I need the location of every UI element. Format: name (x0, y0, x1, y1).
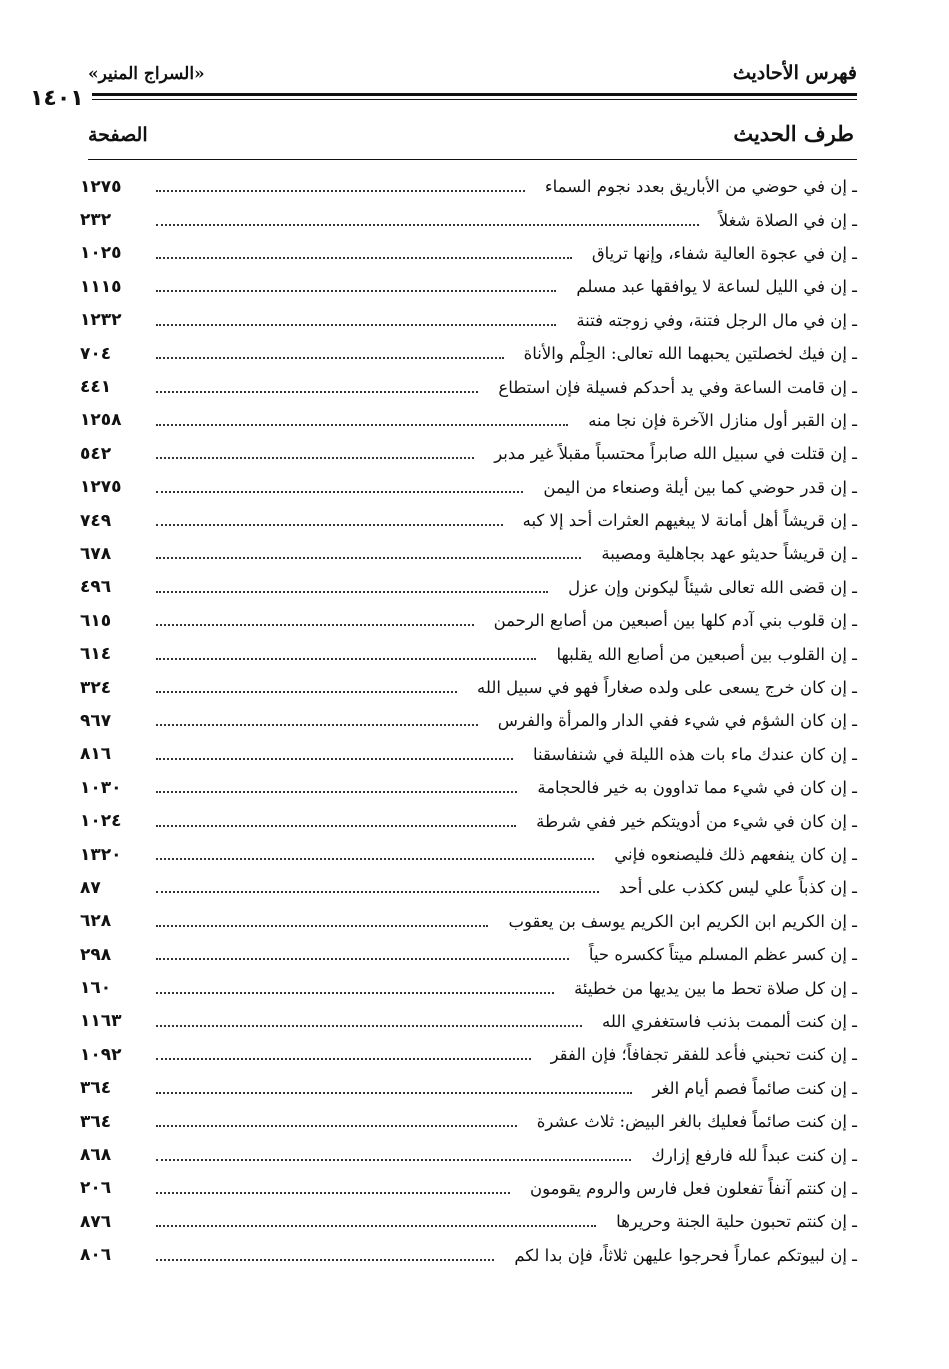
page-reference: ٢٣٢ (80, 210, 112, 231)
page-reference: ٦٧٨ (80, 543, 112, 564)
hadith-incipit: ـ إن القبر أول منازل الآخرة فإن نجا منه (588, 410, 857, 430)
dot-leader (156, 356, 504, 359)
index-entry (80, 771, 857, 804)
index-entry (80, 971, 857, 1004)
hadith-incipit: ـ إن كنت تحبني فأعد للفقر تجفافاً؛ فإن الفقر (550, 1045, 857, 1065)
hadith-incipit: ـ إن كنت صائماً فصم أيام الغر (652, 1078, 857, 1098)
dot-leader (156, 289, 556, 292)
index-entry (80, 905, 857, 938)
section-title: فهرس الأحاديث (732, 62, 857, 84)
dot-leader (156, 690, 457, 693)
index-entry (80, 1138, 857, 1171)
index-entry (80, 437, 857, 470)
hadith-incipit: ـ إن كان الشؤم في شيء ففي الدار والمرأة والفرس (497, 711, 857, 731)
index-entry (80, 1105, 857, 1138)
page-reference: ٨٠٦ (80, 1245, 112, 1266)
hadith-incipit: ـ إن كل صلاة تحط ما بين يديها من خطيئة (574, 978, 857, 998)
page-reference: ٧٤٩ (80, 510, 112, 531)
page-number: ١٤٠١ (30, 86, 88, 111)
dot-leader (156, 490, 523, 493)
index-entry (80, 838, 857, 871)
index-entry (80, 1205, 857, 1238)
index-entry (80, 738, 857, 771)
hadith-incipit: ـ إن الكريم ابن الكريم ابن الكريم يوسف بن يعقوب (508, 911, 857, 931)
dot-leader (156, 857, 594, 860)
index-entry (80, 804, 857, 837)
page-reference: ٨٦٨ (80, 1145, 112, 1166)
hadith-incipit: ـ إن في الليل لساعة لا يوافقها عبد مسلم (576, 277, 857, 297)
dot-leader (156, 423, 568, 426)
column-heading-rule (88, 159, 857, 160)
dot-leader (156, 657, 536, 660)
page-reference: ٣٢٤ (80, 677, 112, 698)
book-title: «السراج المنير» (88, 64, 205, 84)
dot-leader (156, 223, 699, 226)
dot-leader (156, 189, 525, 192)
dot-leader (156, 323, 556, 326)
dot-leader (156, 1091, 632, 1094)
page-reference: ٢٩٨ (80, 944, 112, 965)
index-entry (80, 1005, 857, 1038)
hadith-incipit: ـ إن كذباً علي ليس ككذب على أحد (618, 878, 857, 898)
dot-leader (156, 390, 478, 393)
hadith-incipit: ـ إن كنتم آنفاً تفعلون فعل فارس والروم يقومون (529, 1178, 857, 1198)
dot-leader (156, 1224, 596, 1227)
index-entry (80, 471, 857, 504)
column-heading-hadith: طرف الحديث (733, 121, 854, 146)
hadith-incipit: ـ إن كان في شيء مما تداوون به خير فالحجامة (537, 778, 857, 798)
dot-leader (156, 723, 478, 726)
page-reference: ١٢٥٨ (80, 410, 122, 431)
page-reference: ٨١٦ (80, 744, 112, 765)
index-entry (80, 938, 857, 971)
hadith-incipit: ـ إن قامت الساعة وفي يد أحدكم فسيلة فإن استطاع (498, 377, 857, 397)
index-entry (80, 404, 857, 437)
hadith-incipit: ـ إن كنت عبداً لله فارفع إزارك (651, 1145, 857, 1165)
hadith-incipit: ـ إن كنتم تحبون حلية الجنة وحريرها (616, 1212, 857, 1232)
header-rule-thick (92, 93, 857, 96)
page-reference: ٢٠٦ (80, 1178, 112, 1199)
dot-leader (156, 523, 503, 526)
dot-leader (156, 890, 599, 893)
page-reference: ١٠٩٢ (80, 1044, 122, 1065)
hadith-incipit: ـ إن قتلت في سبيل الله صابراً محتسباً مقبلاً غير مدبر (494, 444, 857, 464)
page-reference: ٣٦٤ (80, 1078, 112, 1099)
hadith-index-list (80, 170, 857, 1272)
hadith-incipit: ـ إن قدر حوضي كما بين أيلة وصنعاء من اليمن (543, 477, 857, 497)
dot-leader (156, 991, 554, 994)
hadith-incipit: ـ إن القلوب بين أصبعين من أصابع الله يقلبها (556, 644, 857, 664)
hadith-incipit: ـ إن قريشاً حديثو عهد بجاهلية ومصيبة (601, 544, 857, 564)
index-entry (80, 537, 857, 570)
hadith-incipit: ـ إن في عجوة العالية شفاء، وإنها ترياق (591, 243, 857, 263)
index-entry (80, 370, 857, 403)
hadith-incipit: ـ إن لبيوتكم عماراً فحرجوا عليهن ثلاثاً، فإن بدا لكم (514, 1245, 857, 1265)
page-reference: ٧٠٤ (80, 343, 112, 364)
header-rule-thin (92, 99, 857, 100)
page-reference: ٦١٤ (80, 644, 112, 665)
page-reference: ١٢٧٥ (80, 176, 122, 197)
dot-leader (156, 456, 474, 459)
page-reference: ١٠٣٠ (80, 777, 122, 798)
dot-leader (156, 556, 581, 559)
page-reference: ٤٤١ (80, 377, 112, 398)
hadith-incipit: ـ إن كنت ألممت بذنب فاستغفري الله (602, 1011, 857, 1031)
dot-leader (156, 924, 488, 927)
hadith-incipit: ـ إن قضى الله تعالى شيئاً ليكونن وإن عزل (568, 577, 857, 597)
page-reference: ٣٦٤ (80, 1111, 112, 1132)
index-entry (80, 637, 857, 670)
hadith-incipit: ـ إن كان عندك ماء بات هذه الليلة في شنفاسقنا (533, 744, 857, 764)
index-entry (80, 871, 857, 904)
dot-leader (156, 623, 474, 626)
page-reference: ١١٦٣ (80, 1011, 122, 1032)
dot-leader (156, 1057, 531, 1060)
index-entry (80, 337, 857, 370)
hadith-incipit: ـ إن كان خرج يسعى على ولده صغاراً فهو في سبيل الله (477, 678, 857, 698)
dot-leader (156, 957, 569, 960)
index-entry (80, 504, 857, 537)
page-reference: ١٣٢٠ (80, 844, 122, 865)
hadith-incipit: ـ إن في حوضي من الأباريق بعدد نجوم السماء (544, 177, 857, 197)
index-entry (80, 304, 857, 337)
hadith-incipit: ـ إن قريشاً أهل أمانة لا يبغيهم العثرات أحد إلا كبه (522, 511, 857, 531)
dot-leader (156, 1024, 582, 1027)
index-entry (80, 170, 857, 203)
page-reference: ٨٧٦ (80, 1211, 112, 1232)
page-reference: ١٠٢٤ (80, 811, 122, 832)
dot-leader (156, 790, 517, 793)
index-entry (80, 1239, 857, 1272)
index-entry (80, 704, 857, 737)
page-reference: ١٦٠ (80, 978, 112, 999)
dot-leader (156, 757, 513, 760)
index-entry (80, 203, 857, 236)
index-entry (80, 571, 857, 604)
page-reference: ٨٧ (80, 877, 101, 898)
index-entry (80, 604, 857, 637)
page-reference: ٥٤٢ (80, 443, 112, 464)
hadith-incipit: ـ إن كان ينفعهم ذلك فليصنعوه فإني (614, 845, 857, 864)
running-header (30, 60, 857, 111)
dot-leader (156, 1258, 494, 1261)
hadith-incipit: ـ إن كنت صائماً فعليك بالغر البيض: ثلاث عشرة (536, 1112, 857, 1132)
hadith-incipit: ـ إن كسر عظم المسلم ميتاً ككسره حياً (588, 945, 857, 965)
page-reference: ٩٦٧ (80, 710, 112, 731)
hadith-incipit: ـ إن قلوب بني آدم كلها بين أصبعين من أصابع الرحمن (493, 611, 857, 631)
hadith-incipit: ـ إن فيك لخصلتين يحبهما الله تعالى: الحِلْم والأناة (523, 344, 857, 364)
page-reference: ٤٩٦ (80, 577, 112, 598)
hadith-incipit: ـ إن كان في شيء من أدويتكم خير ففي شرطة (536, 811, 857, 831)
column-heading-page: الصفحة (88, 124, 148, 146)
page-reference: ٦١٥ (80, 610, 112, 631)
page-reference: ١٢٧٥ (80, 477, 122, 498)
index-entry (80, 671, 857, 704)
page-reference: ١٠٢٥ (80, 243, 122, 264)
page-reference: ١١١٥ (80, 276, 122, 297)
page-reference: ١٢٣٢ (80, 310, 122, 331)
dot-leader (156, 1124, 517, 1127)
dot-leader (156, 1191, 510, 1194)
index-entry (80, 1172, 857, 1205)
dot-leader (156, 590, 548, 593)
index-entry (80, 1072, 857, 1105)
index-entry (80, 1038, 857, 1071)
dot-leader (156, 256, 572, 259)
dot-leader (156, 1158, 631, 1161)
index-entry (80, 270, 857, 303)
hadith-incipit: ـ إن في مال الرجل فتنة، وفي زوجته فتنة (576, 310, 857, 330)
index-entry (80, 237, 857, 270)
dot-leader (156, 824, 516, 827)
page-reference: ٦٢٨ (80, 911, 112, 932)
hadith-incipit: ـ إن في الصلاة شغلاً (718, 210, 857, 230)
